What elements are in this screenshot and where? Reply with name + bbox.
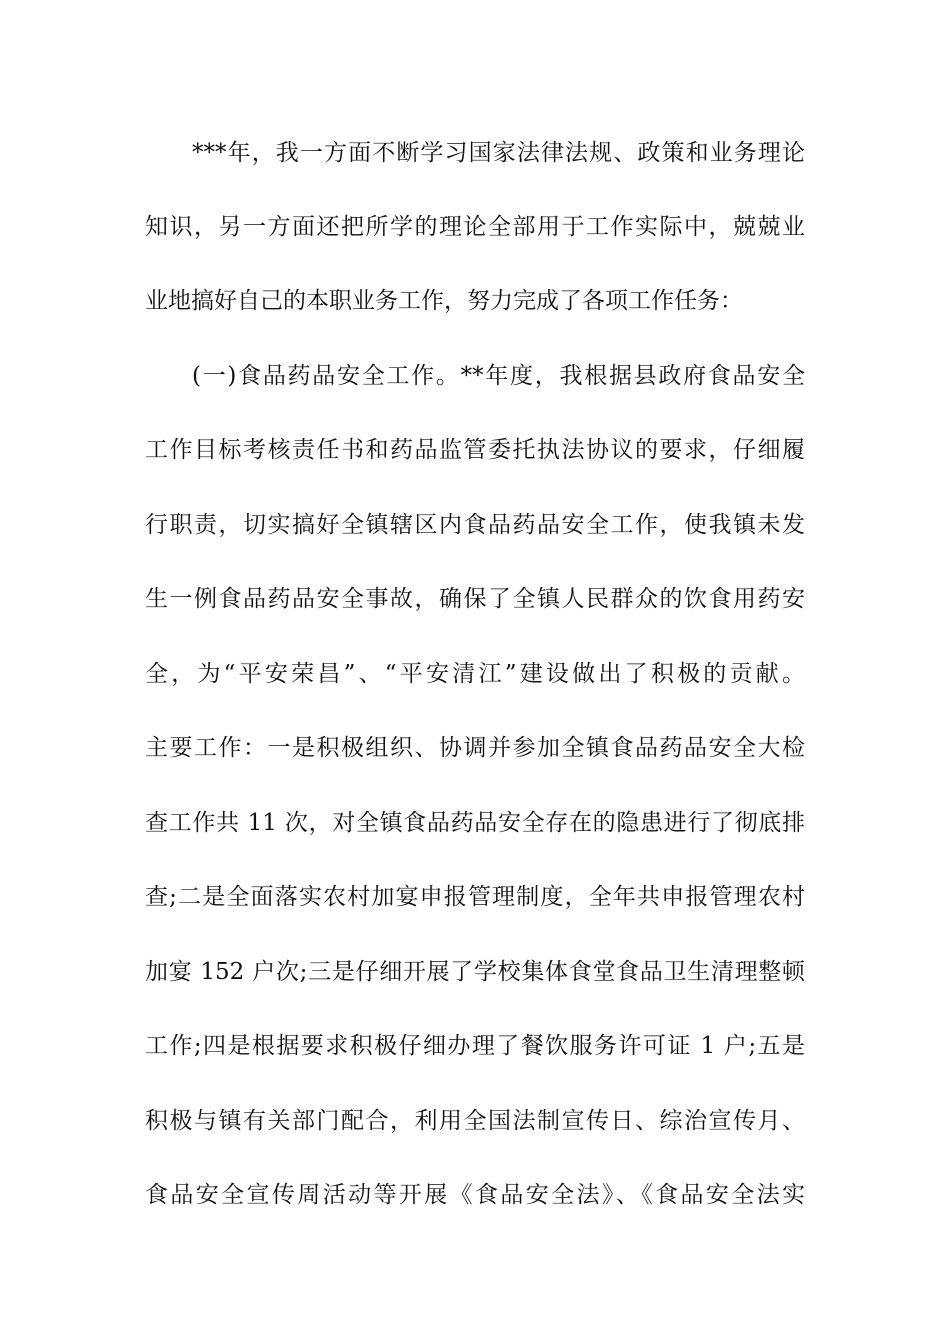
paragraph-line: 加宴 152 户次;三是仔细开展了学校集体食堂食品卫生清理整顿 <box>145 959 805 985</box>
paragraph-line: 工作目标考核责任书和药品监管委托执法协议的要求，仔细履 <box>145 437 805 463</box>
paragraph-line: 生一例食品药品安全事故，确保了全镇人民群众的饮食用药安 <box>145 586 805 612</box>
paragraph-line: 行职责，切实搞好全镇辖区内食品药品安全工作，使我镇未发 <box>145 512 805 538</box>
paragraph-line: (一)食品药品安全工作。**年度，我根据县政府食品安全 <box>192 363 805 389</box>
paragraph-line: 业地搞好自己的本职业务工作，努力完成了各项工作任务： <box>145 288 743 314</box>
paragraph-line: 积极与镇有关部门配合，利用全国法制宣传日、综治宣传月、 <box>145 1108 805 1134</box>
paragraph-line: 工作;四是根据要求积极仔细办理了餐饮服务许可证 1 户;五是 <box>145 1033 805 1059</box>
paragraph-line: 全，为“平安荣昌”、“平安清江”建设做出了积极的贡献。 <box>145 661 805 687</box>
paragraph-line: 主要工作：一是积极组织、协调并参加全镇食品药品安全大检 <box>145 735 805 761</box>
paragraph-line: ***年，我一方面不断学习国家法律法规、政策和业务理论 <box>192 140 805 166</box>
paragraph-line: 查;二是全面落实农村加宴申报管理制度，全年共申报管理农村 <box>145 884 805 910</box>
paragraph-line: 查工作共 11 次，对全镇食品药品安全存在的隐患进行了彻底排 <box>145 810 805 836</box>
paragraph-line: 食品安全宣传周活动等开展《食品安全法》、《食品安全法实 <box>145 1182 805 1208</box>
paragraph-line: 知识，另一方面还把所学的理论全部用于工作实际中，兢兢业 <box>145 214 805 240</box>
